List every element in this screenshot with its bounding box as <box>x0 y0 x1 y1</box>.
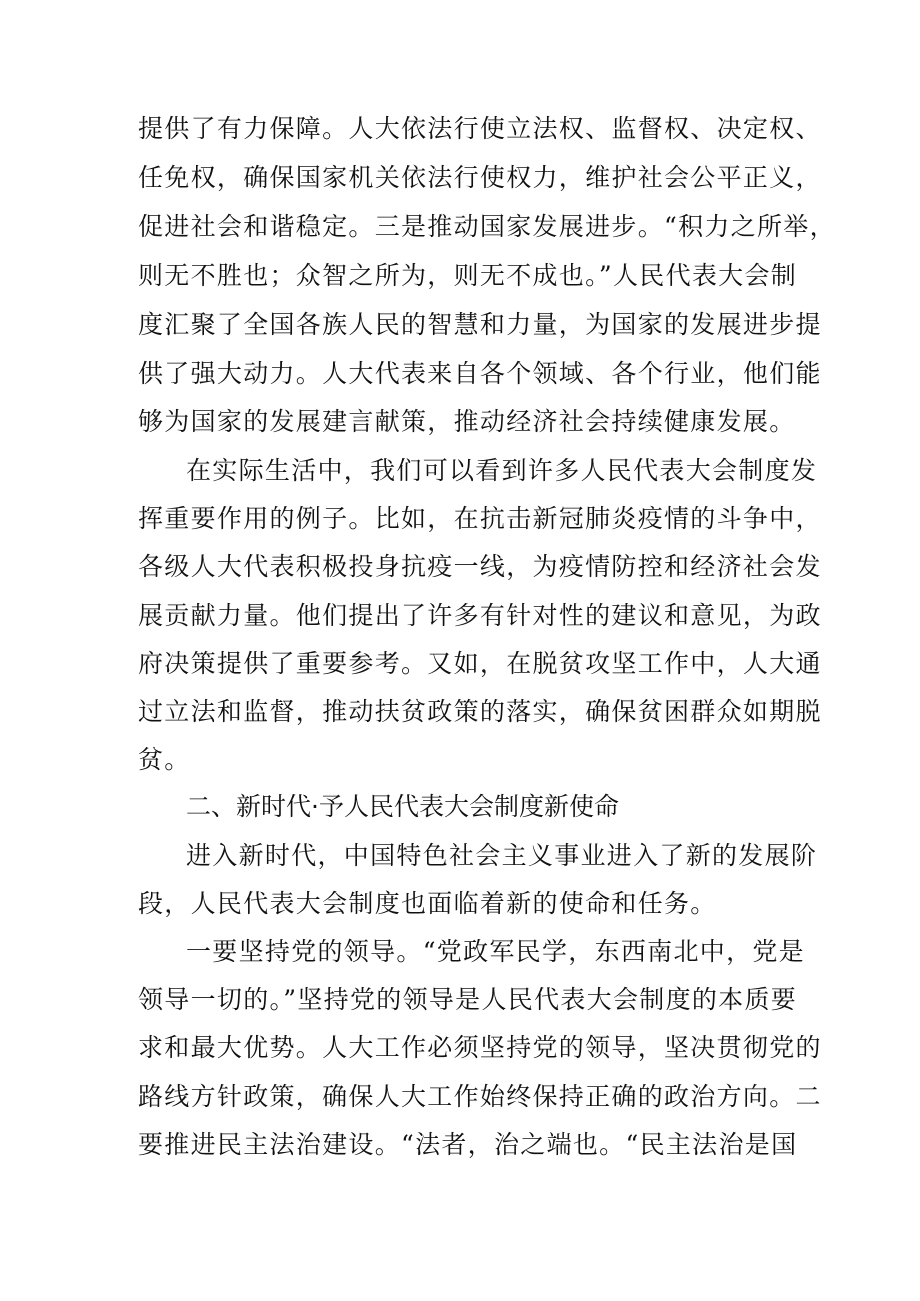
paragraph-2-line-1: 在实际生活中，我们可以看到许多人民代表大会制度发 <box>186 456 818 485</box>
section-heading: 二、新时代·予人民代表大会制度新使命 <box>186 792 619 821</box>
paragraph-1-line-3: 促进社会和谐稳定。三是推动国家发展进步。“积力之所举， <box>138 212 836 241</box>
paragraph-2-line-2: 挥重要作用的例子。比如，在抗击新冠肺炎疫情的斗争中， <box>138 504 822 533</box>
paragraph-4-line-1: 一要坚持党的领导。“党政军民学，东西南北中，党是 <box>186 937 805 966</box>
paragraph-4-line-5: 要推进民主法治建设。“法者，治之端也。“民主法治是国 <box>138 1130 798 1159</box>
paragraph-2-line-7: 贫。 <box>138 745 191 774</box>
paragraph-1-line-6: 供了强大动力。人大代表来自各个领域、各个行业，他们能 <box>138 359 822 388</box>
paragraph-1-line-2: 任免权，确保国家机关依法行使权力，维护社会公平正义， <box>138 163 822 192</box>
paragraph-4-line-2: 领导一切的。”坚持党的领导是人民代表大会制度的本质要 <box>138 985 798 1014</box>
paragraph-1-line-7: 够为国家的发展建言献策，推动经济社会持续健康发展。 <box>138 407 796 436</box>
paragraph-1-line-1: 提供了有力保障。人大依法行使立法权、监督权、决定权、 <box>138 114 822 143</box>
paragraph-1-line-5: 度汇聚了全国各族人民的智慧和力量，为国家的发展进步提 <box>138 310 822 339</box>
paragraph-3-line-1: 进入新时代，中国特色社会主义事业进入了新的发展阶 <box>186 841 818 870</box>
paragraph-2-line-5: 府决策提供了重要参考。又如，在脱贫攻坚工作中，人大通 <box>138 649 822 678</box>
paragraph-2-line-3: 各级人大代表积极投身抗疫一线，为疫情防控和经济社会发 <box>138 552 822 581</box>
paragraph-1-line-4: 则无不胜也；众智之所为，则无不成也。”人民代表大会制 <box>138 261 798 290</box>
paragraph-2-line-6: 过立法和监督，推动扶贫政策的落实，确保贫困群众如期脱 <box>138 697 822 726</box>
paragraph-4-line-3: 求和最大优势。人大工作必须坚持党的领导，坚决贯彻党的 <box>138 1033 822 1062</box>
paragraph-4-line-4: 路线方针政策，确保人大工作始终保持正确的政治方向。二 <box>138 1082 822 1111</box>
paragraph-3-line-2: 段，人民代表大会制度也面临着新的使命和任务。 <box>138 889 717 918</box>
paragraph-2-line-4: 展贡献力量。他们提出了许多有针对性的建议和意见，为政 <box>138 601 822 630</box>
